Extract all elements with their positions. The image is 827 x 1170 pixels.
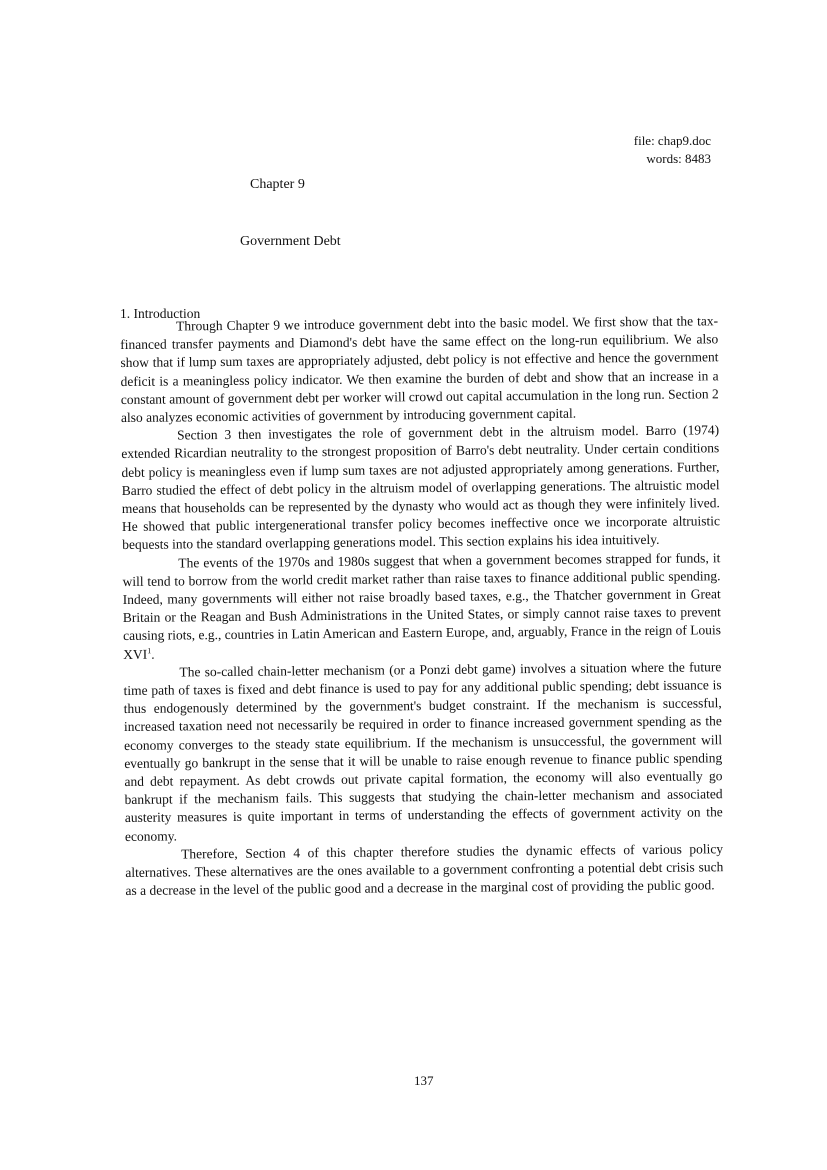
paragraph-5: Therefore, Section 4 of this chapter therefore studies the dynamic effects of various policy alternatives. These alternatives are the ones available to a government confronting a potential debt crisis such as a decrease in the level of the public good and a decrease in the marginal cost of providing the public good.: [125, 841, 724, 899]
footnote-marker: 1: [147, 645, 152, 655]
paragraph-4: The so-called chain-letter mechanism (or a Ponzi debt game) involves a situation where the future time path of taxes is fixed and debt finance is used to pay for any additional public spending; debt issuance is thus endogenously determined by the government's budget constraint. If the mechanism is successful, increased taxation need not necessarily be required in order to finance increased government spending as the economy converges to the steady state equilibrium. If the mechanism is unsuccessful, the government will eventually go bankrupt in the sense that it will be unable to raise enough revenue to finance public spending and debt repayment. As debt crowds out private capital formation, the economy will also eventually go bankrupt if the mechanism fails. This suggests that studying the chain-letter mechanism and associated austerity measures is quite important in terms of understanding the effects of government activity on the economy.: [123, 659, 723, 844]
paragraph-3: The events of the 1970s and 1980s suggest that when a government becomes strapped for funds, it will tend to borrow from the world credit market rather than raise taxes to finance additional public spending. Indeed, many governments will either not raise broadly based taxes, e.g., the Thatcher government in Great Britain or the Reagan and Bush Administrations in the United States, or simply cannot raise taxes to prevent causing riots, e.g., countries in Latin American and Eastern Europe, and, arguably, France in the reign of Louis XVI$^1$.: [122, 549, 722, 662]
body-text: [120, 312, 724, 900]
file-info: [634, 132, 711, 168]
chapter-label: Chapter 9: [250, 177, 305, 192]
section-heading: 1. Introduction: [120, 306, 201, 321]
paragraph-1: Through Chapter 9 we introduce government debt into the basic model. We first show that the tax-financed transfer payments and Diamond's debt have the same effect on the long-run equilibrium. We also show that if lump sum taxes are appropriately adjusted, debt policy is not effective and hence the government deficit is a meaningless policy indicator. We then examine the burden of debt and show that an increase in a constant amount of government debt per worker will crowd out capital accumulation in the long run. Section 2 also analyzes economic activities of government by introducing government capital.: [120, 313, 719, 426]
word-count: words: 8483: [646, 151, 711, 166]
paragraph-2: Section 3 then investigates the role of government debt in the altruism model. Barro (1974) extended Ricardian neutrality to the strongest proposition of Barro's debt neutrality. Under certain conditions debt policy is meaningless even if lump sum taxes are not adjusted appropriately among generations. Further, Barro studied the effect of debt policy in the altruism model of overlapping generations. The altruistic model means that households can be represented by the dynasty who would act as though they were infinitely lived. He showed that public intergenerational transfer policy becomes ineffective once we incorporate altruistic bequests into the standard overlapping generations model. This section explains his idea intuitively.: [121, 422, 721, 553]
page-number: 137: [414, 1073, 434, 1088]
chapter-title: Government Debt: [240, 234, 341, 249]
file-name: file: chap9.doc: [633, 133, 711, 148]
